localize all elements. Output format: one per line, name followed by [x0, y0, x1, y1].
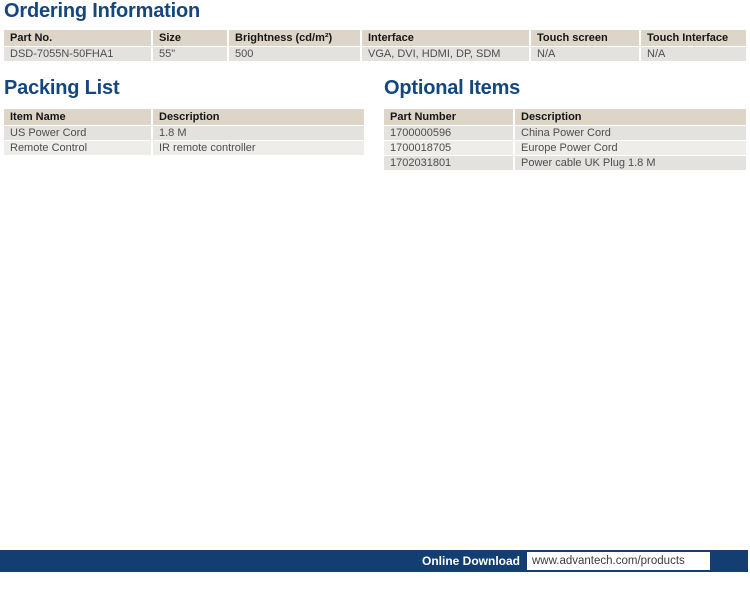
- online-download-label: Online Download: [422, 554, 520, 568]
- table-row: [4, 140, 364, 155]
- column-header: Interface: [361, 30, 530, 46]
- table-cell: 1702031801: [384, 155, 514, 170]
- table-cell: 500: [228, 46, 361, 61]
- table-row: [384, 140, 746, 155]
- ordering-information-table: [4, 30, 746, 62]
- section-title-packing-list: Packing List: [4, 77, 120, 99]
- table-row: [4, 125, 364, 140]
- footer-url-link[interactable]: www.advantech.com/products: [527, 552, 710, 570]
- packing-list-table: [4, 109, 364, 156]
- column-header: Part Number: [384, 109, 514, 125]
- column-header: Touch screen: [530, 30, 640, 46]
- column-header: Description: [514, 109, 746, 125]
- table-row: [4, 46, 746, 61]
- column-header: Brightness (cd/m²): [228, 30, 361, 46]
- table-cell: Remote Control: [4, 140, 152, 155]
- table-cell: 55": [152, 46, 228, 61]
- table-header-row: [4, 30, 746, 46]
- table-cell: N/A: [530, 46, 640, 61]
- table-cell: US Power Cord: [4, 125, 152, 140]
- table-header-row: [4, 109, 364, 125]
- table-header-row: [384, 109, 746, 125]
- table-cell: China Power Cord: [514, 125, 746, 140]
- section-title-ordering-information: Ordering Information: [4, 0, 201, 22]
- table-cell: 1700018705: [384, 140, 514, 155]
- column-header: Part No.: [4, 30, 152, 46]
- table-row: [384, 125, 746, 140]
- table-cell: DSD-7055N-50FHA1: [4, 46, 152, 61]
- table-cell: 1.8 M: [152, 125, 364, 140]
- column-header: Item Name: [4, 109, 152, 125]
- optional-items-table: [384, 109, 746, 171]
- table-cell: IR remote controller: [152, 140, 364, 155]
- footer-bar: [0, 550, 748, 572]
- table-cell: N/A: [640, 46, 746, 61]
- table-row: [384, 155, 746, 170]
- column-header: Size: [152, 30, 228, 46]
- table-cell: Power cable UK Plug 1.8 M: [514, 155, 746, 170]
- column-header: Touch Interface: [640, 30, 746, 46]
- table-cell: VGA, DVI, HDMI, DP, SDM: [361, 46, 530, 61]
- section-title-optional-items: Optional Items: [384, 77, 521, 99]
- table-cell: Europe Power Cord: [514, 140, 746, 155]
- table-cell: 1700000596: [384, 125, 514, 140]
- column-header: Description: [152, 109, 364, 125]
